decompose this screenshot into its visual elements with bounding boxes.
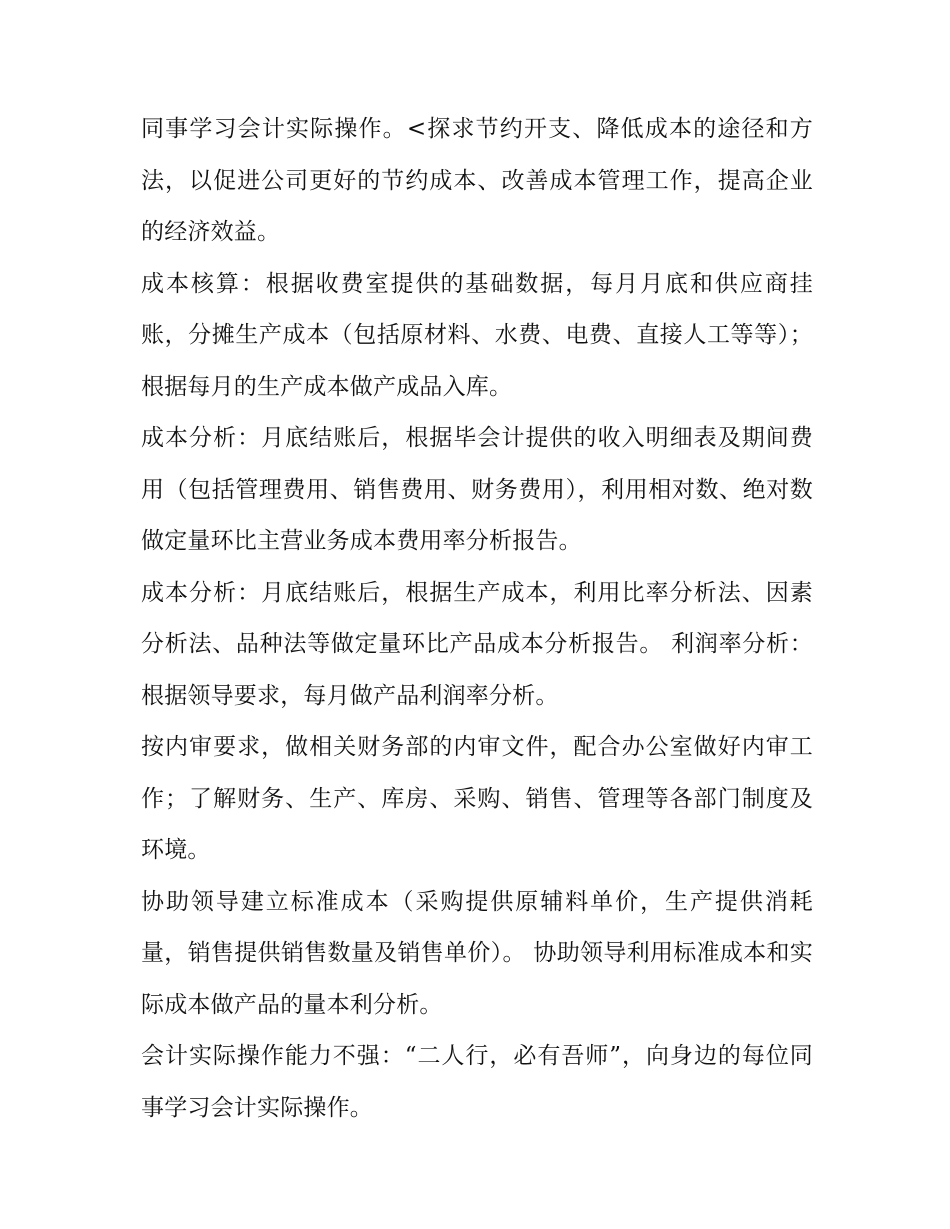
paragraph-cost-analysis-expense: 成本分析：月底结账后，根据毕会计提供的收入明细表及期间费用（包括管理费用、销售费用、财务费用），利用相对数、绝对数做定量环比主营业务成本费用率分析报告。 [141, 425, 813, 554]
paragraph-cost-analysis-product: 成本分析：月底结账后，根据生产成本，利用比率分析法、因素分析法、品种法等做定量环比产品成本分析报告。 利润率分析：根据领导要求，每月做产品利润率分析。 [141, 579, 813, 709]
paragraph-standard-cost: 协助领导建立标准成本（采购提供原辅料单价，生产提供消耗量，销售提供销售数量及销售单价）。 协助领导利用标准成本和实际成本做产品的量本利分析。 [141, 888, 813, 1018]
paragraph-cost-saving: 同事学习会计实际操作。<探求节约开支、降低成本的途径和方法，以促进公司更好的节约成本、改善成本管理工作，提高企业的经济效益。 [141, 116, 813, 245]
paragraph-cost-accounting: 成本核算：根据收费室提供的基础数据，每月月底和供应商挂账，分摊生产成本（包括原材料、水费、电费、直接人工等等）；根据每月的生产成本做产成品入库。 [141, 270, 813, 400]
paragraph-weakness: 会计实际操作能力不强：“二人行，必有吾师”，向身边的每位同事学习会计实际操作。 [141, 1043, 813, 1121]
document-body [141, 104, 813, 1134]
paragraph-internal-audit: 按内审要求，做相关财务部的内审文件，配合办公室做好内审工作；了解财务、生产、库房、采购、销售、管理等各部门制度及环境。 [141, 734, 813, 863]
